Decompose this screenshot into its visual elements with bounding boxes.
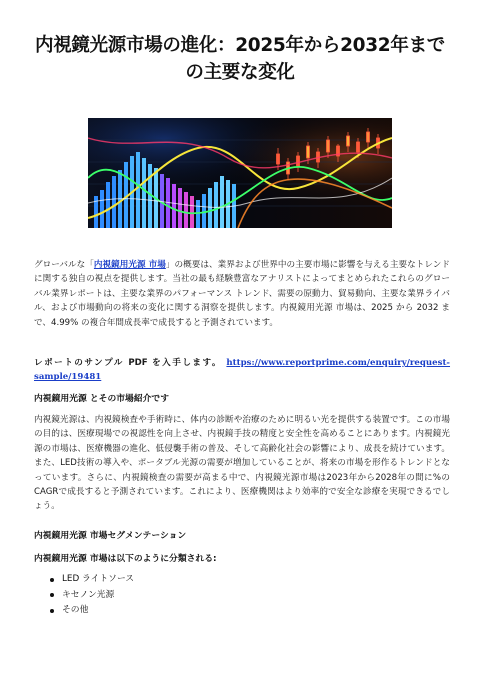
sample-request-paragraph <box>34 356 450 385</box>
classification-heading: 内視鏡用光源 市場は以下のように分類される: <box>34 554 217 564</box>
segmentation-heading: 内視鏡用光源 市場セグメンテーション <box>34 531 187 541</box>
segment-label: その他 <box>62 605 89 615</box>
bullet-icon <box>50 578 54 582</box>
list-item <box>50 603 350 619</box>
intro-prefix: グローバルな「 <box>34 260 94 270</box>
segment-label: キセノン光源 <box>62 589 115 600</box>
intro-paragraph <box>34 258 450 330</box>
intro-suffix: 」の概要は、業界および世界中の主要市場に影響を与える主要なトレンドに関する独自の視点を提供します。当社の最も経験豊富なアナリストによってまとめられたこれらのグローバル業界レポートは、主要な業界のパフォーマンス トレンド、需要の原動力、貿易動向、主要な業界ライバル、および市場動向の将来の変化に関する洞察を提供します。内視鏡用光源 市場は、2025 から 2032 まで、4.99% の複合年間成長率で成長すると予測されています。 <box>34 260 451 328</box>
list-item <box>50 588 350 604</box>
page-title: 内視鏡光源市場の進化：2025年から2032年までの主要な変化 <box>35 35 445 83</box>
sample-label: レポートのサンプル PDF を入手します。 <box>34 358 222 368</box>
bullet-icon <box>50 609 54 613</box>
market-intro-paragraph: 内視鏡光源は、内視鏡検査や手術時に、体内の診断や治療のために明るい光を提供する装置です。この市場の目的は、医療現場での視認性を向上させ、内視鏡手技の精度と安全性を高めることにあります。内視鏡光源の市場は、医療機器の進化、低侵襲手術の普及、そして高齢化社会の影響により、成長を続けています。また、LED技術の導入や、ポータブル光源の需要が増加していることが、将来の市場を形作るトレンドとなっています。さらに、内視鏡検査の需要が高まる中で、内視鏡光源市場は2023年から2028年の間に%のCAGRで成長すると予測されています。これにより、医療機関はより効率的で安全な診療を実現できるでしょう。 <box>34 415 450 512</box>
hero-image <box>88 118 392 228</box>
segment-list <box>50 572 350 619</box>
market-link[interactable]: 内視鏡用光源 市場 <box>93 260 166 270</box>
list-item <box>50 572 350 588</box>
market-intro-heading: 内視鏡用光源 とその市場紹介です <box>34 394 170 404</box>
bullet-icon <box>50 593 54 597</box>
sample-request-link[interactable]: https://www.reportprime.com/enquiry/request-sample/19481 <box>34 358 451 383</box>
segment-label: LED ライトソース <box>62 574 135 584</box>
